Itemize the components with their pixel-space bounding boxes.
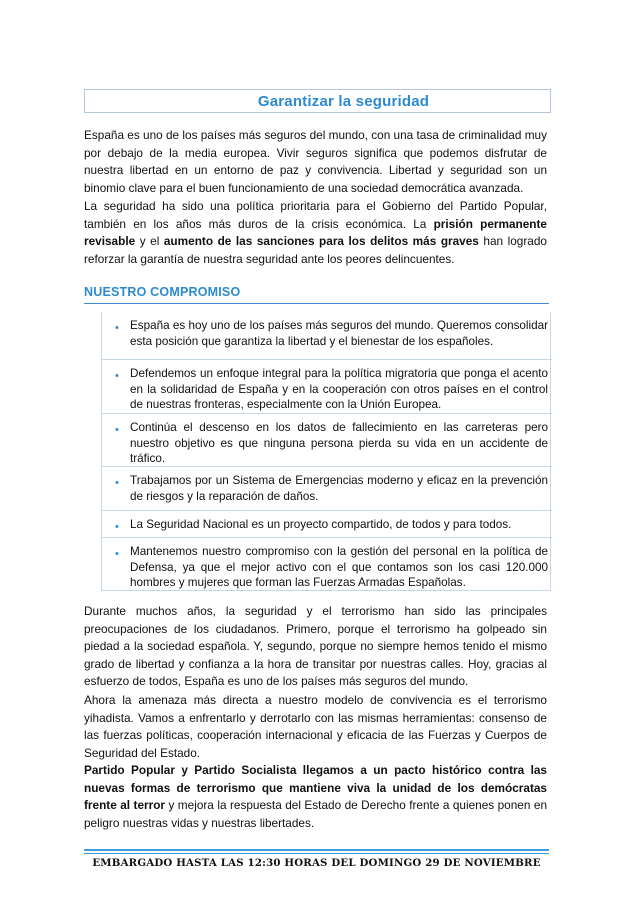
intro-p2-bold-2: aumento de las sanciones para los delitos más graves [163,234,479,249]
bullet-icon: • [115,370,119,382]
commitment-text: Mantenemos nuestro compromiso con la gestión del personal en la política de Defensa, ya que el mejor activo con el que contamos son los casi 120.000 hombres y mujeres que forman las Fuerzas Armadas Españolas. [130,545,548,589]
bullet-icon: • [115,521,119,533]
commitment-item [102,539,552,589]
footer-rule [84,849,549,851]
intro-p2-bold-1: prisión permanente revisable [84,216,547,249]
closing-p3-bold: Partido Popular y Partido Socialista llegamos a un pacto histórico contra las nuevas formas de terrorismo que mantiene viva la unidad de los demócratas frente al terror [84,763,547,813]
bullet-icon: • [115,322,119,334]
commitment-item [102,468,552,511]
closing-paragraph-2: Ahora la amenaza más directa a nuestro modelo de convivencia es el terrorismo yihadista. Vamos a enfrentarlo y derrotarlo con las mismas herramientas: consenso de las fuerzas políticas, cooperación internacional y eficacia de las Fuerzas y Cuerpos de Seguridad del Estado. [84,693,547,760]
commitment-text: España es hoy uno de los países más seguros del mundo. Queremos consolidar esta posición que garantiza la libertad y el bienestar de los españoles. [130,319,548,348]
closing-paragraph-3 [84,762,547,832]
commitment-item [102,361,552,414]
page-title: Garantizar la seguridad [257,92,430,110]
closing-p3-text: y mejora la respuesta del Estado de Derecho frente a quienes ponen en peligro nuestras vidas y nuestras libertades. [84,798,548,830]
intro-paragraph-2 [84,198,547,268]
commitments-box [101,312,551,591]
commitment-item [102,318,552,360]
commitment-text: Continúa el descenso en los datos de fallecimiento en las carreteras pero nuestro objetivo es que ninguna persona pierda su vida en un accidente de tráfico. [130,421,548,465]
intro-p2-text-a: La seguridad ha sido una política prioritaria para el Gobierno del Partido Popular, también en los años más duros de la crisis económica. La [84,199,547,231]
bullet-icon: • [115,477,119,489]
commitment-text: La Seguridad Nacional es un proyecto compartido, de todos y para todos. [130,518,512,531]
section-title: NUESTRO COMPROMISO [84,285,241,299]
commitment-item [102,512,552,538]
title-box [84,89,551,113]
bullet-icon: • [115,548,119,560]
section-heading [84,283,549,304]
footer-embargo-note: EMBARGADO HASTA LAS 12:30 HORAS DEL DOMINGO 29 DE NOVIEMBRE [92,857,541,869]
intro-p2-text-d: han logrado reforzar la garantía de nuestra seguridad ante los peores delincuentes. [84,234,547,266]
closing-paragraph-1: Durante muchos años, la seguridad y el terrorismo han sido las principales preocupaciones de los ciudadanos. Primero, porque el terrorismo ha golpeado sin piedad a la sociedad española. Y, segundo, porque no siempre hemos tenido el mismo grado de libertad y confianza a la hora de transitar por nuestras calles. Hoy, gracias al esfuerzo de todos, España es uno de los países más seguros del mundo. [84,604,547,689]
commitment-item [102,415,552,467]
commitment-text: Trabajamos por un Sistema de Emergencias moderno y eficaz en la prevención de riesgos y la reparación de daños. [130,474,548,503]
commitment-text: Defendemos un enfoque integral para la política migratoria que ponga el acento en la solidaridad de España y en la cooperación con otros países en el control de nuestras fronteras, especialmente con la Unión Europea. [130,367,548,411]
footer-rule-thin [84,853,549,854]
intro-p2-text-c: y el [135,234,164,249]
intro-paragraph-1: España es uno de los países más seguros del mundo, con una tasa de criminalidad muy por debajo de la media europea. Vivir seguros significa que podemos disfrutar de nuestra libertad en un entorno de paz y convivencia. Libertad y seguridad son un binomio clave para el buen funcionamiento de una sociedad democrática avanzada. [84,128,547,195]
bullet-icon: • [115,424,119,436]
